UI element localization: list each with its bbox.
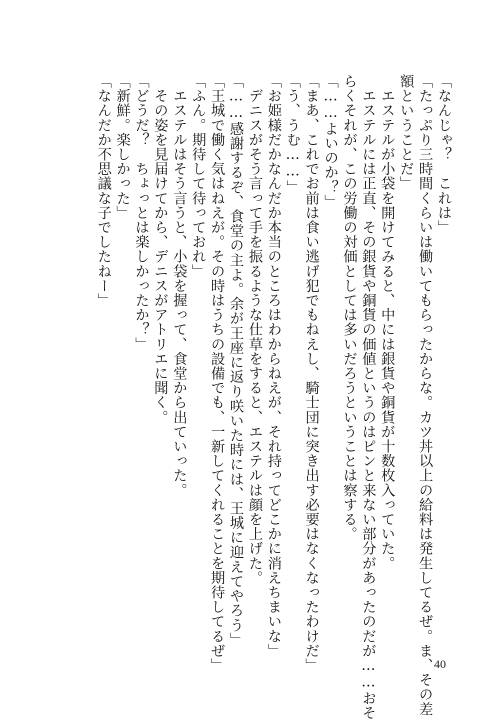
text-line: 「まあ、これでお前は食い逃げ犯でもねえし、騎士団に突き出す必要はなくなったわけだ」	[303, 74, 320, 673]
text-line: 「なんだか不思議な子でしたねー」	[95, 74, 112, 308]
text-line: 「……よいのか？」	[322, 74, 339, 209]
text-line: デニスがそう言って手を振るような仕草をすると、エステルは顔を上げた。	[246, 74, 263, 585]
text-line: その姿を見届けてから、デニスがアトリエに聞く。	[152, 74, 169, 425]
text-line: 「どうだ？ ちょっとは楽しかったか？」	[133, 74, 150, 352]
text-line: らくそれが、この労働の対価としては多いだろうということは察する。	[341, 74, 358, 542]
text-line: 額ということだ」	[398, 74, 415, 191]
text-line: 「……感謝するぞ、食堂の主よ。余が王座に返り咲いた時には、王城に迎えてやろう」	[228, 74, 245, 647]
text-line: 「ふん。期待して待っておれ」	[190, 74, 207, 279]
text-line: 「お姫様だかなんだか本当のところはわからねえが、それ持ってどこかに消えちまいな」	[265, 74, 282, 658]
text-line: 「なんじゃ？ これは」	[436, 74, 452, 235]
text-line: 「王城で働く気はねえが。その時はうちの設備でも、一新してくれることを期待してるぜ」	[209, 74, 226, 673]
text-line: エステルが小袋を開けてみると、中には銀貨や銅貨が十数枚入っていた。	[379, 74, 396, 571]
text-line: エステルには正直、その銀貨や銅貨の価値というのはピンと来ない部分があったのだが……おそ	[360, 74, 377, 720]
text-line: 「新鮮。楽しかった」	[114, 74, 131, 220]
text-line: 「たっぷり三時間くらいは働いてもらったからな。カツ丼以上の給料は発生してるぜ。ま、その差	[417, 74, 434, 717]
page-number: 40	[434, 657, 446, 671]
text-line: 「う、うむ……」	[284, 74, 301, 195]
text-line: エステルはそう言うと、小袋を握って、食堂から出ていった。	[171, 74, 188, 498]
